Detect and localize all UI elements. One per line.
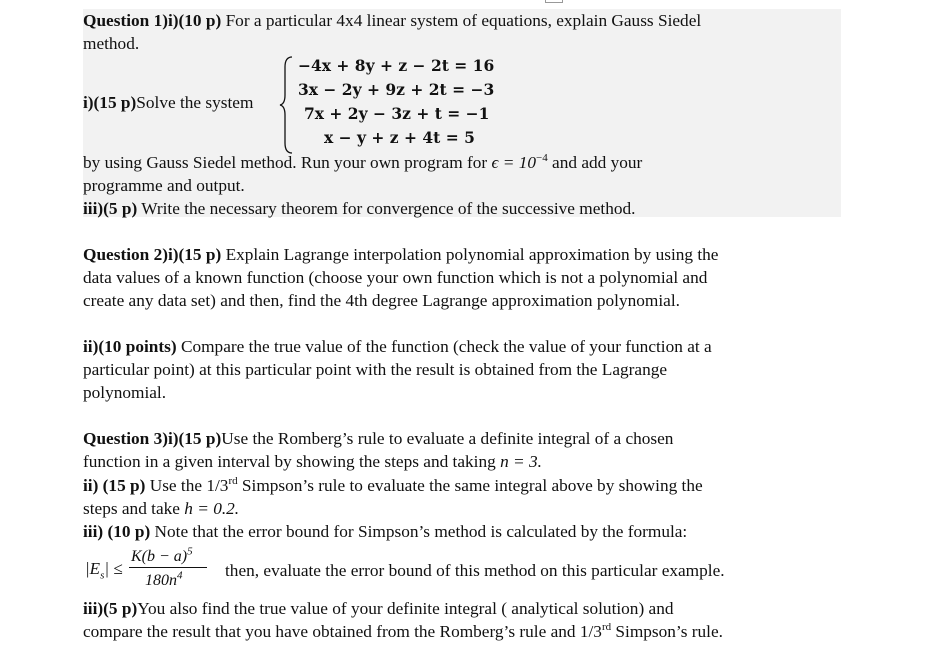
q1-text: For a particular 4x4 linear system of equations, explain Gauss Siedel [221,11,702,30]
system-brace-icon [279,55,295,155]
q3-iv-text-2b: Simpson’s rule. [611,622,723,641]
q1-iii-label: iii)(5 p) [83,199,138,218]
q1-part-i [83,91,253,114]
q3-iv-line-1 [83,597,673,620]
question-3-block [83,427,883,645]
q3-iv-text-2: compare the result that you have obtained from the Romberg’s rule and 1/3 [83,622,602,641]
q3-iv-line-2 [83,620,723,643]
equation-1: −4x + 8y + z − 2t = 16 [298,56,495,75]
formula-lhs [85,557,123,587]
q3-line-1 [83,427,673,450]
q1-part-label: i)(15 p) [83,93,137,112]
q1-part-iii [83,197,635,220]
top-checkbox-fragment [545,0,563,3]
q2-ii-text-1: Compare the true value of the function (check the value of your function at a [176,337,712,356]
q1-after-line-2 [83,174,245,197]
q1-after-post: and add your [547,153,643,172]
formula-den-text: 180n [145,572,177,589]
formula-denominator [145,569,183,592]
q3-iii-label: iii) (10 p) [83,522,151,541]
epsilon-value: ϵ = 10 [491,153,537,172]
q3-iii-line [83,520,687,543]
equation-4: x − y + z + 4t = 5 [324,128,475,147]
q3-iv-text-1: You also find the true value of your definite integral ( analytical solution) and [137,599,674,618]
q3-ii-text-1b: Simpson’s rule to evaluate the same integral above by showing the [237,476,703,495]
q1-after-pre: by using Gauss Siedel method. Run your own program for [83,153,492,172]
q3-h-value: h = 0.2. [184,499,240,518]
q1-label: Question 1)i)(10 p) [83,11,222,30]
formula-num-text: K(b − a) [131,548,188,565]
equation-3: 7x + 2y − 3z + t = −1 [304,104,490,123]
q1-iii-text: Write the necessary theorem for convergence of the successive method. [137,199,636,218]
formula-den-exp: 4 [177,569,183,582]
q1-after-line2-text: programme and output. [83,176,245,195]
q2-text-1: Explain Lagrange interpolation polynomial approximation by using the [221,245,719,264]
formula-num-exp: 5 [187,545,193,558]
equation-2: 3x − 2y + 9z + 2t = −3 [298,80,495,99]
q3-label: Question 3)i)(15 p) [83,429,222,448]
q3-ii-sup: rd [228,475,238,488]
q1-line-1 [83,9,701,32]
q1-text-cont: method. [83,34,140,53]
q3-iv-label: iii)(5 p) [83,599,138,618]
fraction-bar [129,567,207,568]
q3-ii-text-1: Use the 1/3 [145,476,229,495]
formula-lhs-e: |E [85,559,101,578]
q2-label: Question 2)i)(15 p) [83,245,222,264]
q2-ii-line-2: particular point) at this particular point with the result is obtained from the Lagrange [83,360,668,379]
q3-iv-sup: rd [601,621,612,634]
formula-sub: s [100,569,105,582]
q1-part-text: Solve the system [136,93,254,112]
q2-line-3: create any data set) and then, find the 4th degree Lagrange approximation polynomial. [83,291,680,310]
q3-iii-text: Note that the error bound for Simpson’s method is calculated by the formula: [150,522,688,541]
q1-line-2 [83,32,139,55]
formula-lhs-le: | ≤ [104,559,123,578]
q2-ii-line-3: polynomial. [83,383,167,402]
formula-after-text: then, evaluate the error bound of this method on this particular example. [225,561,725,580]
q3-text-2: function in a given interval by showing the steps and taking [83,452,501,471]
q2-line-2: data values of a known function (choose your own function which is not a polynomial and [83,268,708,287]
q3-text-1: Use the Romberg’s rule to evaluate a definite integral of a chosen [221,429,674,448]
q3-ii-line-2 [83,497,239,520]
question-1-block [83,9,841,217]
q3-n-value: n = 3. [500,452,542,471]
q1-after-line [83,151,642,174]
question-2-block [83,243,883,403]
epsilon-exponent: −4 [536,152,548,165]
q2-ii-line-1 [83,335,712,358]
q2-line-1 [83,243,718,266]
q3-ii-line-1 [83,474,703,497]
q3-ii-text-2: steps and take [83,499,185,518]
q3-ii-label: ii) (15 p) [83,476,146,495]
formula-numerator [131,545,193,568]
error-bound-formula [83,543,223,595]
q3-line-2 [83,450,542,473]
q2-ii-label: ii)(10 points) [83,337,177,356]
